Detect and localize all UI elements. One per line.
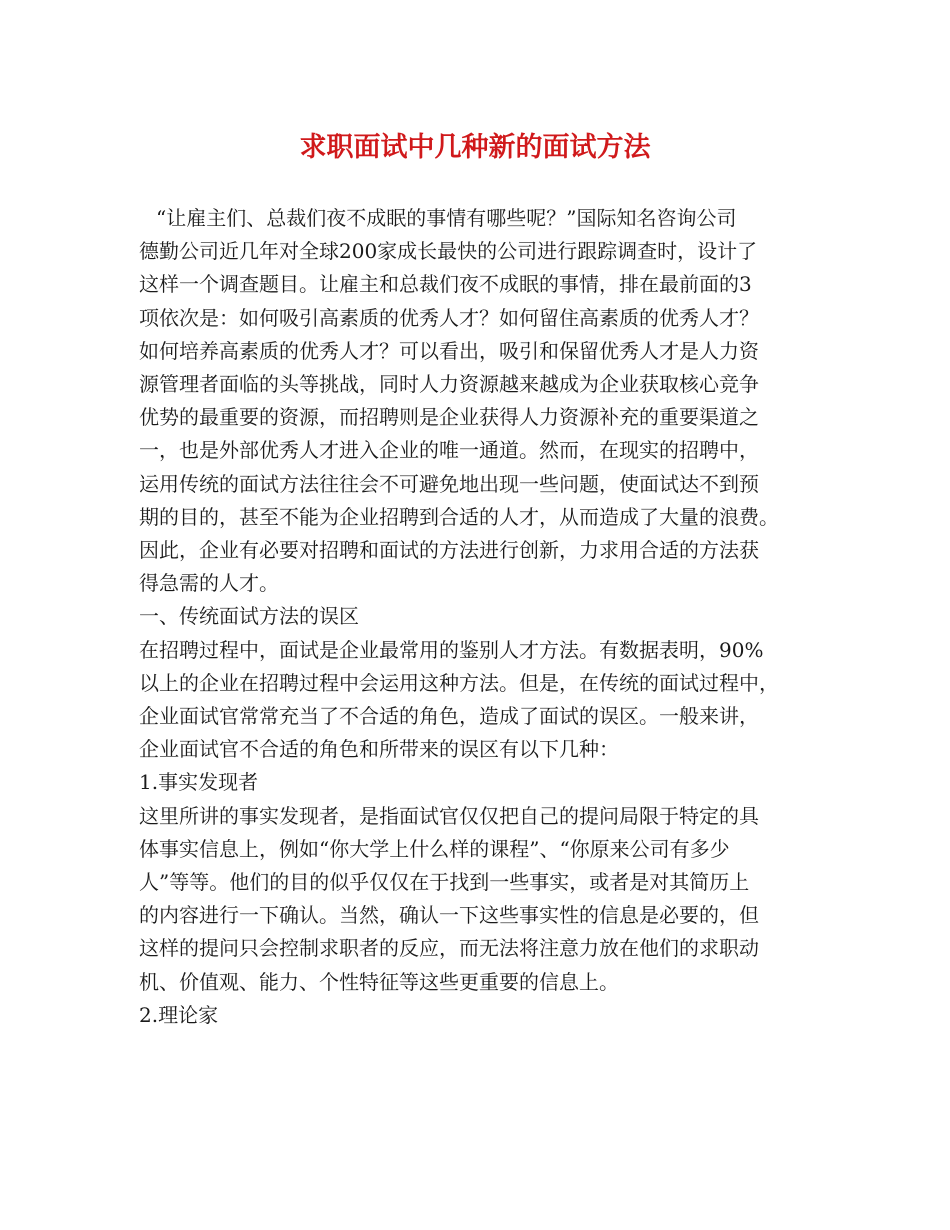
subsection-heading: 1.事实发现者 <box>139 770 259 795</box>
text-line: 项依次是：如何吸引高素质的优秀人才？如何留住高素质的优秀人才？ <box>139 305 759 330</box>
text-line: 的内容进行一下确认。当然，确认一下这些事实性的信息是必要的，但 <box>139 903 759 928</box>
section-heading: 一、传统面试方法的误区 <box>139 604 359 629</box>
subsection-heading: 2.理论家 <box>139 1002 219 1027</box>
text-line: 运用传统的面试方法往往会不可避免地出现一些问题，使面试达不到预 <box>139 471 759 496</box>
text-line: 在招聘过程中，面试是企业最常用的鉴别人才方法。有数据表明，90% <box>139 637 764 662</box>
document-body <box>139 202 819 1032</box>
text-line: 机、价值观、能力、个性特征等这些更重要的信息上。 <box>139 969 619 994</box>
text-line: 企业面试官常常充当了不合适的角色，造成了面试的误区。一般来讲， <box>139 704 759 729</box>
text-line: 体事实信息上，例如“你大学上什么样的课程”、“你原来公司有多少 <box>139 836 730 861</box>
text-line: 如何培养高素质的优秀人才？可以看出，吸引和保留优秀人才是人力资 <box>139 338 759 363</box>
text-line: 德勤公司近几年对全球200家成长最快的公司进行跟踪调查时，设计了 <box>139 239 758 264</box>
text-line: 这样一个调查题目。让雇主和总裁们夜不成眠的事情，排在最前面的3 <box>139 272 752 297</box>
text-line: 源管理者面临的头等挑战，同时人力资源越来越成为企业获取核心竞争 <box>139 372 759 397</box>
text-line: “让雇主们、总裁们夜不成眠的事情有哪些呢？”国际知名咨询公司 <box>156 206 737 230</box>
text-line: 这样的提问只会控制求职者的反应，而无法将注意力放在他们的求职动 <box>139 936 759 961</box>
text-line: 人”等等。他们的目的似乎仅仅在于找到一些事实，或者是对其简历上 <box>139 870 750 895</box>
text-line: 企业面试官不合适的角色和所带来的误区有以下几种： <box>139 737 619 762</box>
text-line: 得急需的人才。 <box>139 571 279 596</box>
text-line: 优势的最重要的资源，而招聘则是企业获得人力资源补充的重要渠道之 <box>139 405 759 430</box>
text-line: 期的目的，甚至不能为企业招聘到合适的人才，从而造成了大量的浪费。 <box>139 504 779 529</box>
text-line: 一，也是外部优秀人才进入企业的唯一通道。然而，在现实的招聘中， <box>139 438 759 463</box>
document-title: 求职面试中几种新的面试方法 <box>299 132 651 163</box>
text-line: 以上的企业在招聘过程中会运用这种方法。但是，在传统的面试过程中， <box>139 670 779 695</box>
text-line: 这里所讲的事实发现者，是指面试官仅仅把自己的提问局限于特定的具 <box>139 803 759 828</box>
text-line: 因此，企业有必要对招聘和面试的方法进行创新，力求用合适的方法获 <box>139 538 759 563</box>
